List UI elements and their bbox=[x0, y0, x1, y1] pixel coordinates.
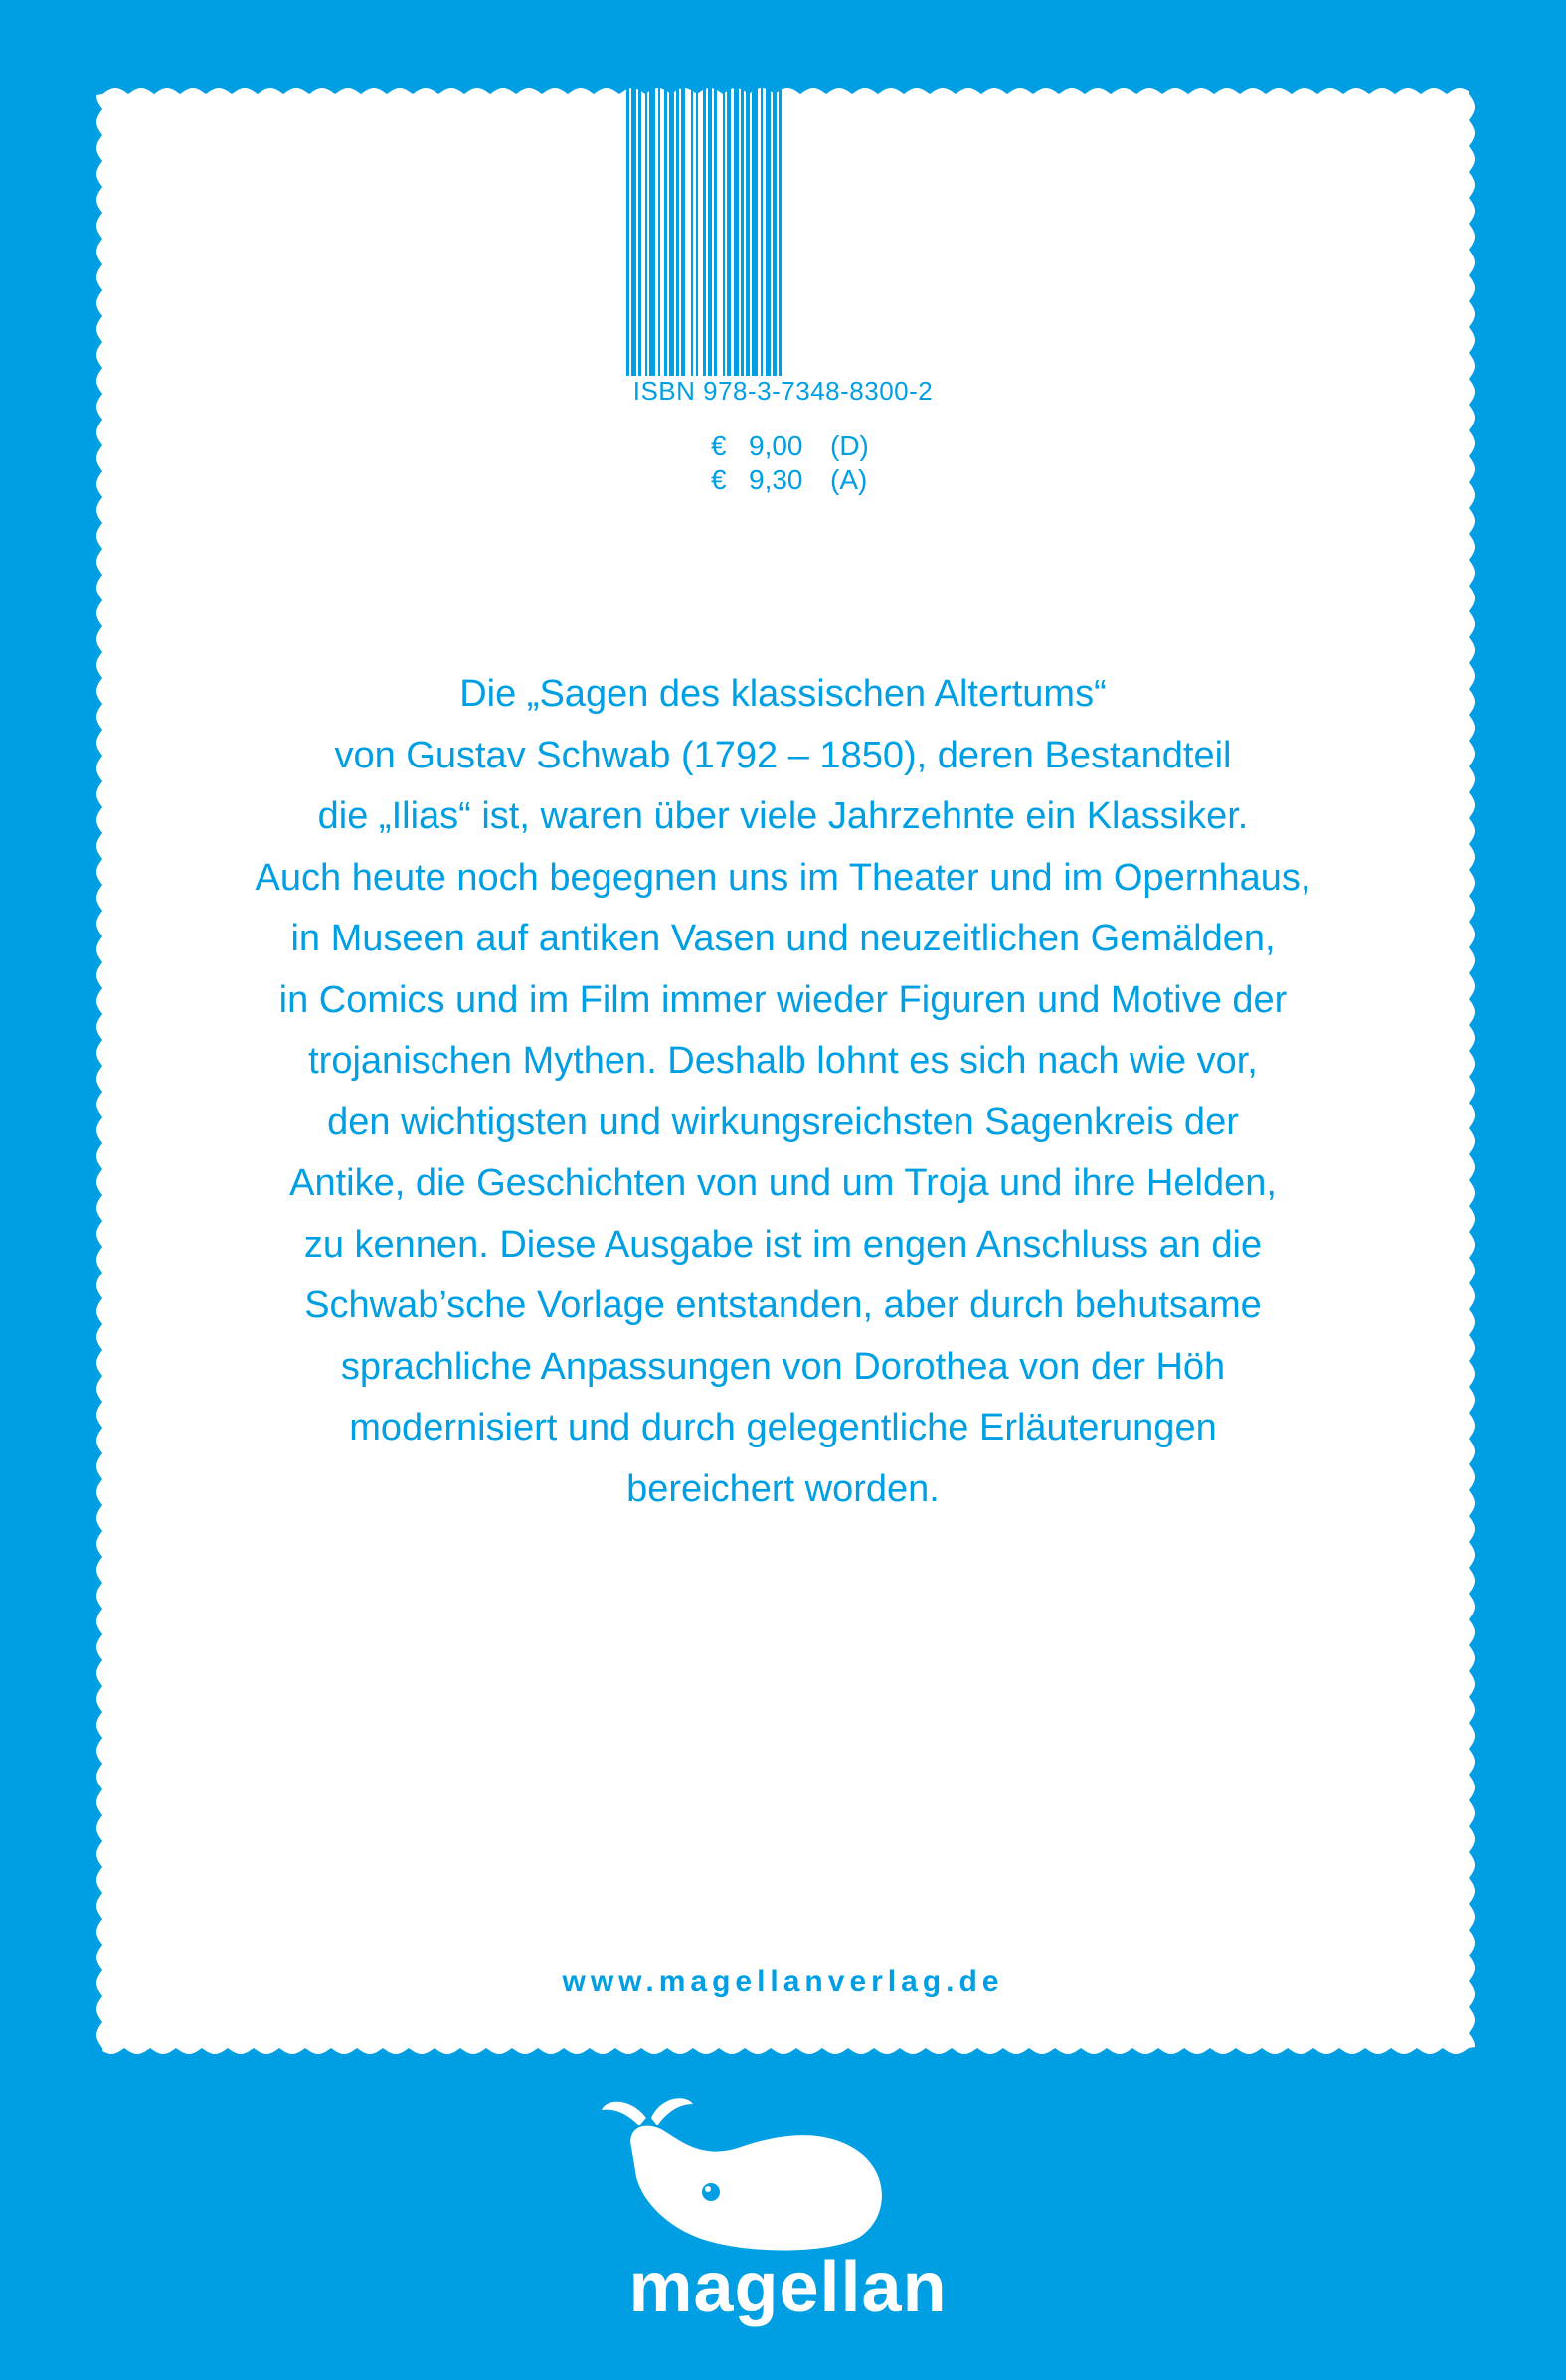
barcode-bar bbox=[638, 87, 641, 376]
barcode-bar bbox=[773, 87, 777, 376]
description-line: die „Ilias“ ist, waren über viele Jahrzehnte ein Klassiker. bbox=[317, 795, 1249, 837]
barcode-bar bbox=[761, 87, 763, 376]
barcode-bar bbox=[766, 87, 771, 376]
description-line: den wichtigsten und wirkungsreichsten Sagenkreis der bbox=[327, 1101, 1239, 1143]
barcode-bar bbox=[752, 87, 758, 376]
barcode-bar bbox=[626, 87, 629, 376]
description-line: zu kennen. Diese Ausgabe ist im engen Anschluss an die bbox=[303, 1223, 1263, 1266]
description-line: Antike, die Geschichten von und um Troja und ihre Helden, bbox=[289, 1162, 1277, 1204]
price-region: (D) bbox=[830, 430, 869, 461]
price-amount: 9,30 bbox=[749, 464, 803, 495]
price-germany bbox=[711, 429, 869, 463]
barcode-bar bbox=[691, 87, 693, 376]
barcode-bar bbox=[681, 87, 685, 376]
barcode-bar bbox=[779, 87, 782, 376]
barcode-bar bbox=[746, 87, 750, 376]
barcode-bar bbox=[645, 87, 647, 376]
barcode-bar bbox=[676, 87, 679, 376]
price-amount: 9,00 bbox=[749, 430, 803, 461]
barcode-bar bbox=[741, 87, 744, 376]
barcode bbox=[626, 87, 940, 376]
price-austria bbox=[711, 463, 869, 497]
price-region: (A) bbox=[830, 464, 868, 495]
barcode-bar bbox=[703, 87, 706, 376]
description-line: trojanischen Mythen. Deshalb lohnt es sich nach wie vor, bbox=[308, 1040, 1258, 1082]
barcode-bar bbox=[631, 87, 636, 376]
price-list bbox=[711, 429, 869, 497]
barcode-bar bbox=[723, 87, 725, 376]
currency-symbol: € bbox=[711, 464, 727, 495]
description-line: von Gustav Schwab (1792 – 1850), deren Bestandteil bbox=[334, 734, 1232, 776]
barcode-bar bbox=[696, 87, 698, 376]
description-line: Schwab’sche Vorlage entstanden, aber durch behutsame bbox=[304, 1284, 1262, 1326]
book-description bbox=[149, 664, 1417, 1520]
publisher-name: magellan bbox=[628, 2248, 948, 2327]
description-line: sprachliche Anpassungen von Dorothea von der Höh bbox=[340, 1345, 1226, 1388]
publisher-logo bbox=[592, 2088, 984, 2326]
barcode-bar bbox=[708, 87, 712, 376]
barcode-bar bbox=[727, 87, 731, 376]
barcode-bar bbox=[649, 87, 655, 376]
barcode-bar bbox=[734, 87, 739, 376]
description-line: modernisiert und durch gelegentliche Erläuterungen bbox=[349, 1407, 1217, 1448]
description-line: in Comics und im Film immer wieder Figuren und Motive der bbox=[278, 978, 1288, 1021]
description-line: Die „Sagen des klassischen Altertums“ bbox=[459, 673, 1107, 715]
isbn-label: ISBN 978-3-7348-8300-2 bbox=[632, 376, 934, 406]
barcode-bar bbox=[664, 87, 667, 376]
website-link[interactable]: www.magellanverlag.de bbox=[562, 1965, 1004, 1998]
description-line: in Museen auf antiken Vasen und neuzeitlichen Gemälden, bbox=[290, 918, 1276, 959]
barcode-bar bbox=[714, 87, 717, 376]
description-line: Auch heute noch begegnen uns im Theater und im Opernhaus, bbox=[255, 856, 1311, 899]
whale-icon bbox=[592, 2088, 984, 2257]
description-line: bereichert worden. bbox=[626, 1467, 940, 1510]
currency-symbol: € bbox=[711, 430, 727, 461]
barcode-bar bbox=[658, 87, 660, 376]
barcode-bar bbox=[669, 87, 674, 376]
